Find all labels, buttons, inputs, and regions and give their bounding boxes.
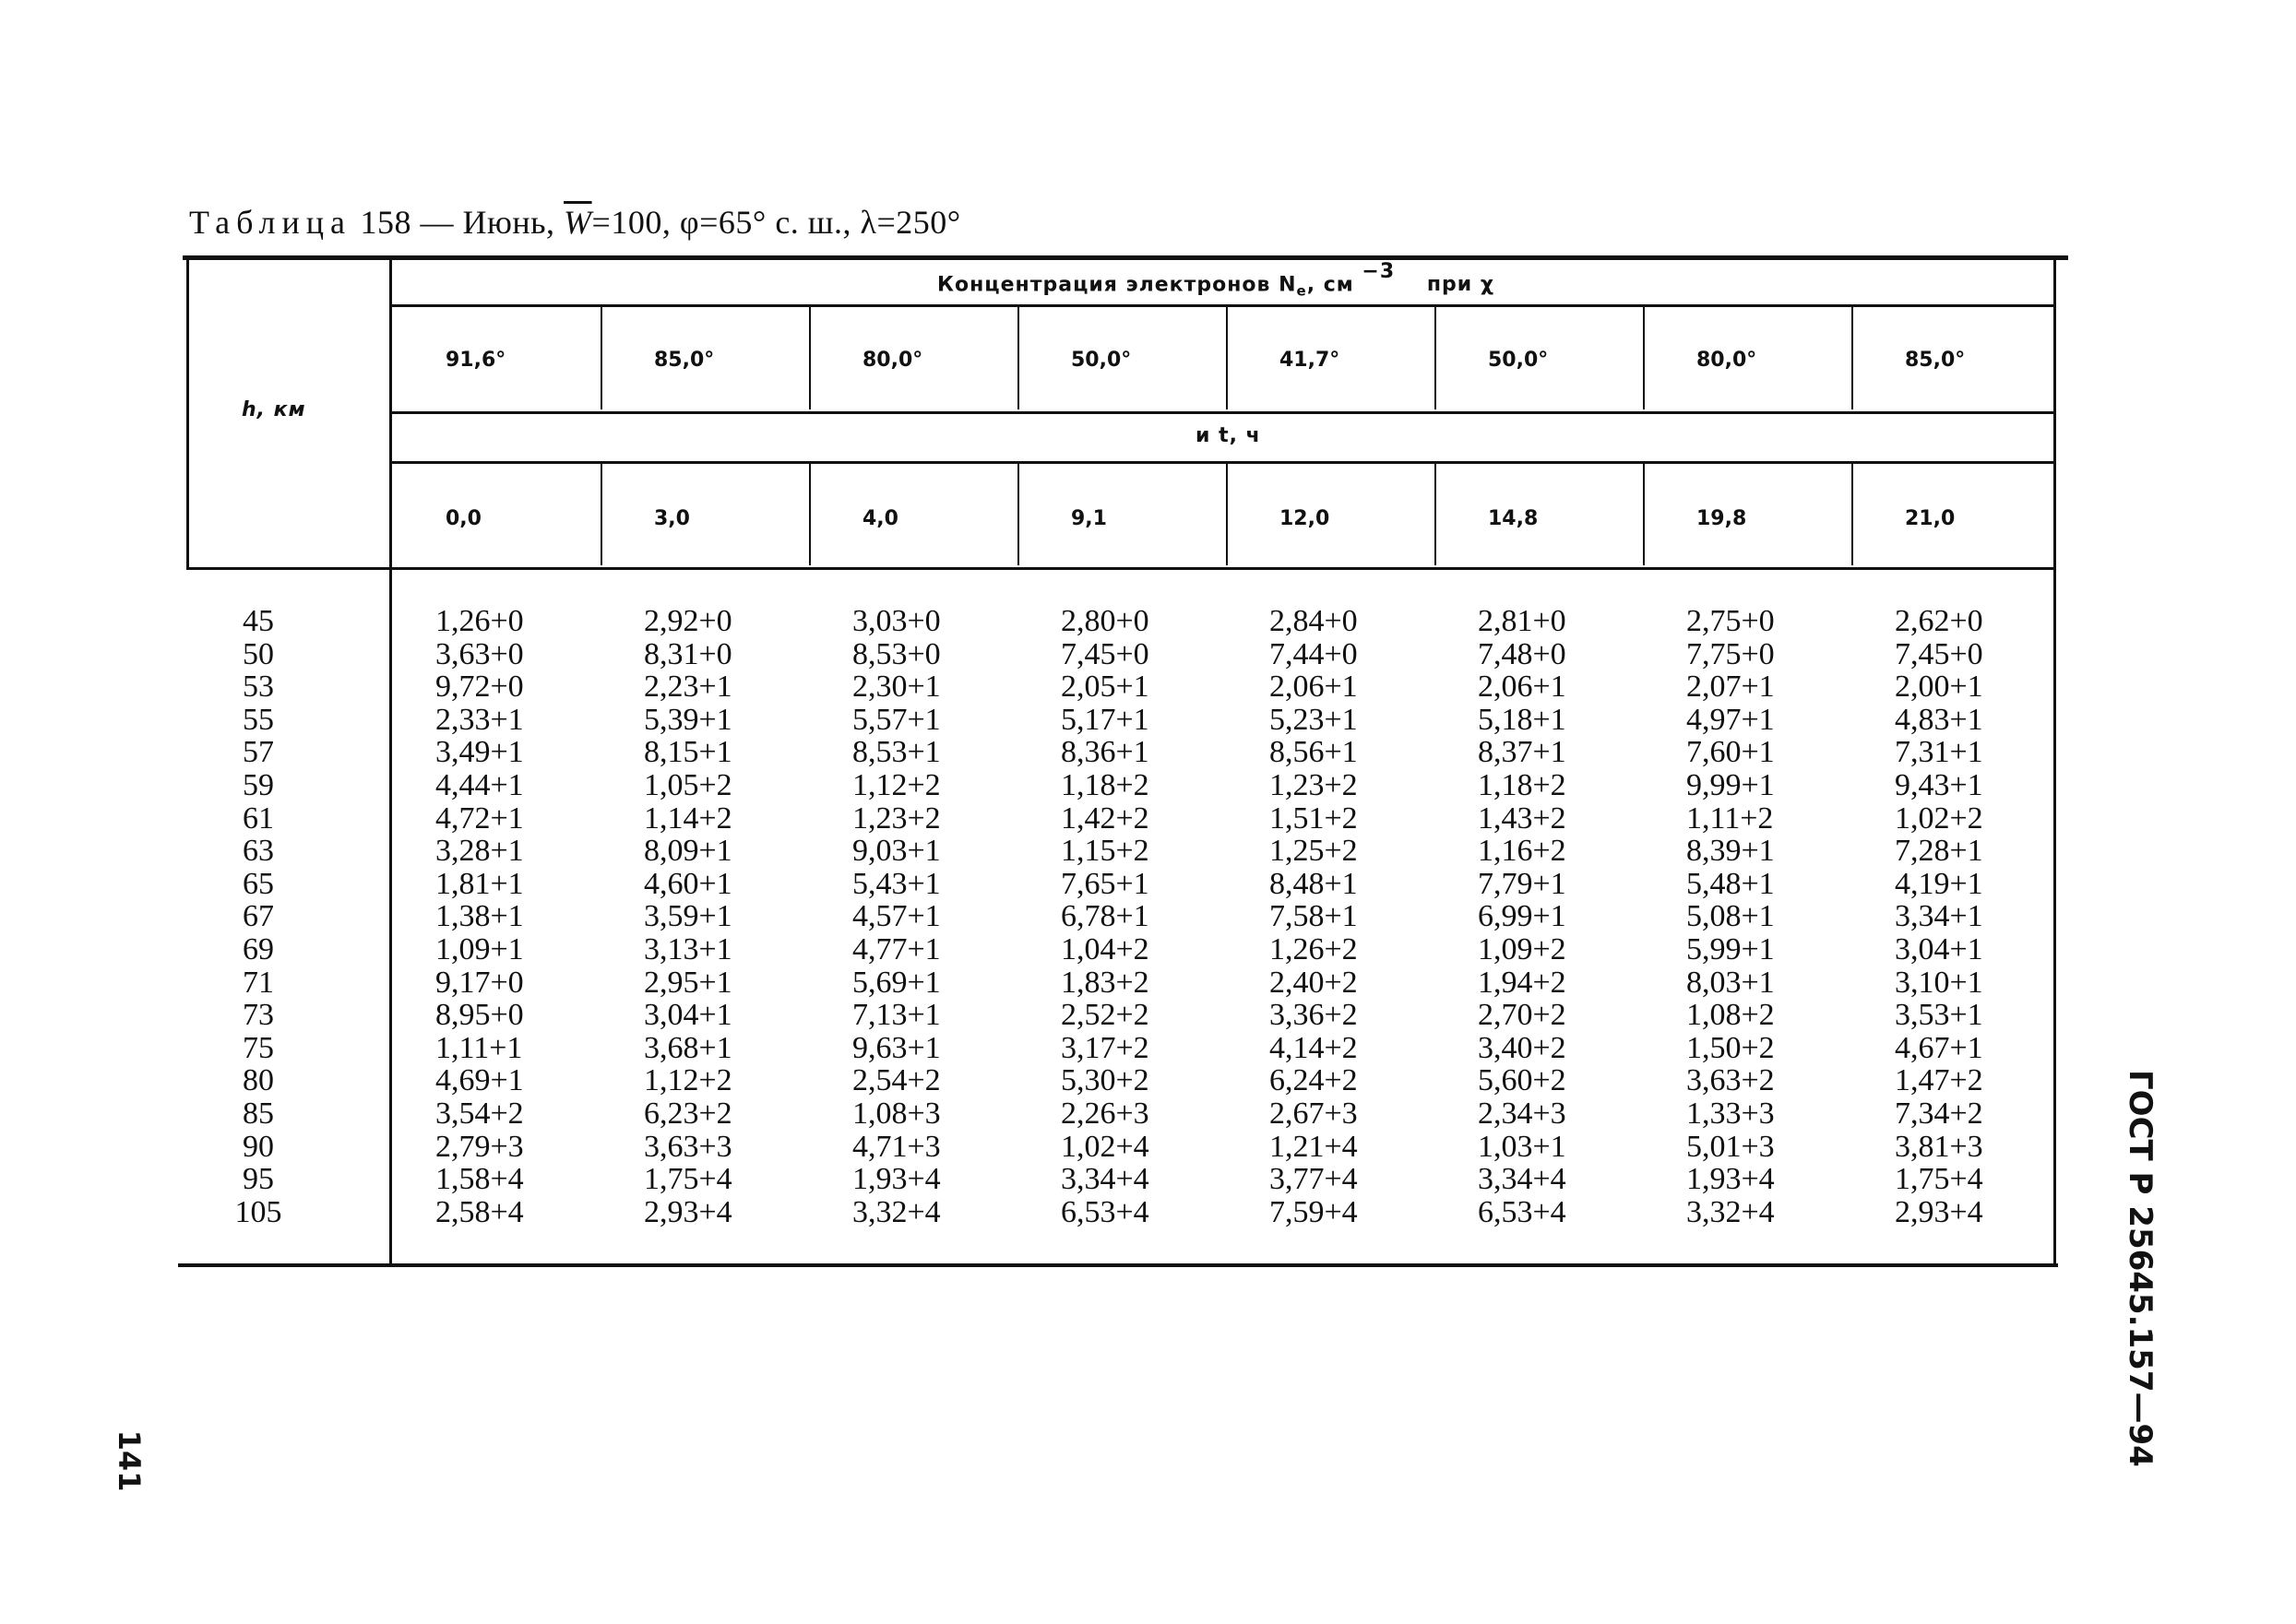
column-separator xyxy=(1017,464,1019,565)
concentration-cell: 1,38+1 xyxy=(435,899,524,934)
concentration-cell: 3,04+1 xyxy=(644,998,732,1033)
concentration-cell: 3,04+1 xyxy=(1895,932,1983,966)
concentration-cell: 8,03+1 xyxy=(1686,965,1775,1000)
concentration-cell: 5,30+2 xyxy=(1061,1063,1149,1098)
concentration-cell: 5,99+1 xyxy=(1686,932,1775,966)
column-separator xyxy=(1434,464,1436,565)
altitude-cell: 61 xyxy=(243,800,274,836)
time-value: 0,0 xyxy=(446,507,482,530)
header-rule-3 xyxy=(392,461,2054,464)
concentration-cell: 3,28+1 xyxy=(435,834,524,869)
concentration-cell: 1,47+2 xyxy=(1895,1063,1983,1098)
h-km-label: h, км xyxy=(242,398,306,421)
concentration-cell: 3,63+2 xyxy=(1686,1063,1775,1098)
concentration-cell: 1,18+2 xyxy=(1061,768,1149,802)
concentration-cell: 1,12+2 xyxy=(644,1063,732,1098)
altitude-cell: 80 xyxy=(243,1063,274,1098)
concentration-cell: 3,13+1 xyxy=(644,932,732,966)
concentration-cell: 1,81+1 xyxy=(435,866,524,901)
concentration-cell: 3,40+2 xyxy=(1478,1030,1566,1065)
concentration-cell: 8,09+1 xyxy=(644,834,732,869)
concentration-cell: 1,93+4 xyxy=(852,1162,941,1197)
concentration-cell: 1,42+2 xyxy=(1061,800,1149,836)
altitude-cell: 85 xyxy=(243,1096,274,1131)
column-separator xyxy=(1851,464,1853,565)
concentration-cell: 5,08+1 xyxy=(1686,899,1775,934)
concentration-cell: 5,57+1 xyxy=(852,702,941,737)
column-separator xyxy=(809,307,811,409)
concentration-cell: 9,43+1 xyxy=(1895,768,1983,802)
concentration-cell: 1,58+4 xyxy=(435,1162,524,1197)
concentration-cell: 2,34+3 xyxy=(1478,1096,1566,1131)
chi-value: 91,6° xyxy=(446,349,506,372)
concentration-cell: 7,60+1 xyxy=(1686,735,1775,770)
concentration-cell: 1,08+3 xyxy=(852,1096,941,1131)
concentration-cell: 4,72+1 xyxy=(435,800,524,836)
concentration-cell: 2,62+0 xyxy=(1895,604,1983,638)
standard-code: ГОСТ Р 25645.157—94 xyxy=(2122,1070,2159,1467)
concentration-cell: 2,33+1 xyxy=(435,702,524,737)
concentration-cell: 5,23+1 xyxy=(1269,702,1358,737)
altitude-cell: 73 xyxy=(243,998,274,1033)
column-separator xyxy=(1643,307,1645,409)
concentration-cell: 2,05+1 xyxy=(1061,670,1149,705)
table-left-border xyxy=(186,258,189,567)
column-separator xyxy=(1226,464,1228,565)
concentration-cell: 4,97+1 xyxy=(1686,702,1775,737)
header-bottom-rule xyxy=(186,567,2054,570)
caption-w-symbol: $\overline{W}$ xyxy=(564,204,592,241)
altitude-cell: 53 xyxy=(243,670,274,705)
caption-prefix: Таблица xyxy=(189,204,351,241)
altitude-cell: 67 xyxy=(243,899,274,934)
concentration-cell: 3,32+4 xyxy=(852,1194,941,1229)
concentration-cell: 5,01+3 xyxy=(1686,1129,1775,1164)
concentration-cell: 1,75+4 xyxy=(1895,1162,1983,1197)
concentration-cell: 1,23+2 xyxy=(852,800,941,836)
concentration-cell: 3,54+2 xyxy=(435,1096,524,1131)
caption-params: =100, φ=65° с. ш., λ=250° xyxy=(591,204,961,241)
altitude-cell: 57 xyxy=(243,735,274,770)
concentration-cell: 2,93+4 xyxy=(1895,1194,1983,1229)
concentration-cell: 4,67+1 xyxy=(1895,1030,1983,1065)
concentration-cell: 4,71+3 xyxy=(852,1129,941,1164)
concentration-cell: 3,34+1 xyxy=(1895,899,1983,934)
chi-value: 85,0° xyxy=(654,349,715,372)
time-value: 9,1 xyxy=(1071,507,1107,530)
altitude-cell: 59 xyxy=(243,768,274,802)
concentration-cell: 1,23+2 xyxy=(1269,768,1358,802)
concentration-cell: 1,18+2 xyxy=(1478,768,1566,802)
concentration-cell: 2,67+3 xyxy=(1269,1096,1358,1131)
concentration-cell: 1,75+4 xyxy=(644,1162,732,1197)
concentration-cell: 2,93+4 xyxy=(644,1194,732,1229)
concentration-cell: 2,40+2 xyxy=(1269,965,1358,1000)
concentration-cell: 2,80+0 xyxy=(1061,604,1149,638)
concentration-cell: 1,94+2 xyxy=(1478,965,1566,1000)
concentration-cell: 1,11+2 xyxy=(1686,800,1774,836)
chi-value: 50,0° xyxy=(1071,349,1132,372)
concentration-cell: 8,48+1 xyxy=(1269,866,1358,901)
concentration-cell: 5,69+1 xyxy=(852,965,941,1000)
concentration-cell: 1,26+0 xyxy=(435,604,524,638)
concentration-cell: 3,68+1 xyxy=(644,1030,732,1065)
concentration-cell: 3,03+0 xyxy=(852,604,941,638)
concentration-cell: 6,24+2 xyxy=(1269,1063,1358,1098)
time-value: 19,8 xyxy=(1696,507,1747,530)
concentration-cell: 4,60+1 xyxy=(644,866,732,901)
concentration-cell: 8,31+0 xyxy=(644,636,732,671)
time-value: 3,0 xyxy=(654,507,690,530)
concentration-cell: 5,18+1 xyxy=(1478,702,1566,737)
concentration-cell: 7,31+1 xyxy=(1895,735,1983,770)
concentration-cell: 7,13+1 xyxy=(852,998,941,1033)
altitude-cell: 105 xyxy=(234,1194,282,1229)
time-value: 14,8 xyxy=(1488,507,1539,530)
concentration-cell: 4,44+1 xyxy=(435,768,524,802)
concentration-cell: 9,72+0 xyxy=(435,670,524,705)
caption-month: — Июнь, xyxy=(410,204,565,241)
concentration-cell: 2,23+1 xyxy=(644,670,732,705)
concentration-cell: 4,83+1 xyxy=(1895,702,1983,737)
concentration-cell: 4,69+1 xyxy=(435,1063,524,1098)
concentration-cell: 2,00+1 xyxy=(1895,670,1983,705)
concentration-cell: 2,54+2 xyxy=(852,1063,941,1098)
column-separator xyxy=(601,464,602,565)
altitude-cell: 75 xyxy=(243,1030,274,1065)
concentration-cell: 5,60+2 xyxy=(1478,1063,1566,1098)
concentration-cell: 1,03+1 xyxy=(1478,1129,1566,1164)
column-separator xyxy=(809,464,811,565)
column-separator xyxy=(1017,307,1019,409)
concentration-cell: 2,79+3 xyxy=(435,1129,524,1164)
concentration-cell: 7,28+1 xyxy=(1895,834,1983,869)
concentration-cell: 6,53+4 xyxy=(1061,1194,1149,1229)
concentration-cell: 1,43+2 xyxy=(1478,800,1566,836)
page-number: 141 xyxy=(112,1429,147,1492)
concentration-cell: 9,17+0 xyxy=(435,965,524,1000)
header-rule-2 xyxy=(392,411,2054,414)
chi-value: 80,0° xyxy=(862,349,923,372)
concentration-cell: 4,19+1 xyxy=(1895,866,1983,901)
concentration-cell: 3,10+1 xyxy=(1895,965,1983,1000)
column-separator xyxy=(1434,307,1436,409)
concentration-cell: 6,23+2 xyxy=(644,1096,732,1131)
table-right-border xyxy=(2053,258,2056,1265)
concentration-cell: 1,08+2 xyxy=(1686,998,1775,1033)
concentration-cell: 1,02+2 xyxy=(1895,800,1983,836)
concentration-cell: 8,37+1 xyxy=(1478,735,1566,770)
concentration-cell: 1,93+4 xyxy=(1686,1162,1775,1197)
concentration-cell: 4,57+1 xyxy=(852,899,941,934)
concentration-cell: 6,53+4 xyxy=(1478,1194,1566,1229)
concentration-cell: 3,81+3 xyxy=(1895,1129,1983,1164)
time-value: 21,0 xyxy=(1905,507,1956,530)
chi-value: 41,7° xyxy=(1279,349,1340,372)
table-caption xyxy=(189,203,961,242)
concentration-cell: 8,56+1 xyxy=(1269,735,1358,770)
concentration-cell: 2,92+0 xyxy=(644,604,732,638)
concentration-cell: 7,79+1 xyxy=(1478,866,1566,901)
concentration-cell: 4,77+1 xyxy=(852,932,941,966)
altitude-cell: 69 xyxy=(243,932,274,966)
concentration-cell: 1,51+2 xyxy=(1269,800,1358,836)
concentration-cell: 3,32+4 xyxy=(1686,1194,1775,1229)
concentration-cell: 3,36+2 xyxy=(1269,998,1358,1033)
concentration-header: Концентрация электронов $N_e$, см $^{-3}$ при χ xyxy=(937,260,1495,300)
concentration-cell: 2,30+1 xyxy=(852,670,941,705)
header-rule-1 xyxy=(392,304,2054,307)
concentration-cell: 1,25+2 xyxy=(1269,834,1358,869)
concentration-cell: 6,99+1 xyxy=(1478,899,1566,934)
concentration-cell: 1,16+2 xyxy=(1478,834,1566,869)
concentration-cell: 1,09+1 xyxy=(435,932,524,966)
stub-divider xyxy=(389,258,392,1263)
concentration-cell: 8,39+1 xyxy=(1686,834,1775,869)
concentration-cell: 3,17+2 xyxy=(1061,1030,1149,1065)
concentration-cell: 9,63+1 xyxy=(852,1030,941,1065)
concentration-cell: 2,58+4 xyxy=(435,1194,524,1229)
concentration-cell: 7,44+0 xyxy=(1269,636,1358,671)
concentration-cell: 3,49+1 xyxy=(435,735,524,770)
column-separator xyxy=(1643,464,1645,565)
concentration-cell: 1,15+2 xyxy=(1061,834,1149,869)
concentration-cell: 8,53+0 xyxy=(852,636,941,671)
altitude-cell: 63 xyxy=(243,834,274,869)
concentration-cell: 5,43+1 xyxy=(852,866,941,901)
time-header: и t, ч xyxy=(1196,424,1261,447)
concentration-cell: 2,95+1 xyxy=(644,965,732,1000)
concentration-cell: 7,34+2 xyxy=(1895,1096,1983,1131)
concentration-cell: 1,12+2 xyxy=(852,768,941,802)
concentration-cell: 1,33+3 xyxy=(1686,1096,1775,1131)
chi-value: 50,0° xyxy=(1488,349,1549,372)
concentration-cell: 4,14+2 xyxy=(1269,1030,1358,1065)
caption-number: 158 xyxy=(360,204,411,241)
concentration-cell: 5,17+1 xyxy=(1061,702,1149,737)
concentration-cell: 3,77+4 xyxy=(1269,1162,1358,1197)
concentration-cell: 6,78+1 xyxy=(1061,899,1149,934)
concentration-cell: 3,59+1 xyxy=(644,899,732,934)
concentration-cell: 2,26+3 xyxy=(1061,1096,1149,1131)
table-top-rule xyxy=(183,255,2068,260)
altitude-cell: 55 xyxy=(243,702,274,737)
altitude-cell: 90 xyxy=(243,1129,274,1164)
concentration-cell: 2,06+1 xyxy=(1269,670,1358,705)
concentration-cell: 2,84+0 xyxy=(1269,604,1358,638)
concentration-cell: 7,65+1 xyxy=(1061,866,1149,901)
chi-value: 80,0° xyxy=(1696,349,1757,372)
concentration-cell: 1,09+2 xyxy=(1478,932,1566,966)
concentration-cell: 1,14+2 xyxy=(644,800,732,836)
concentration-cell: 5,48+1 xyxy=(1686,866,1775,901)
concentration-cell: 7,75+0 xyxy=(1686,636,1775,671)
altitude-cell: 45 xyxy=(243,604,274,638)
concentration-cell: 8,95+0 xyxy=(435,998,524,1033)
concentration-cell: 5,39+1 xyxy=(644,702,732,737)
altitude-cell: 65 xyxy=(243,866,274,901)
altitude-cell: 71 xyxy=(243,965,274,1000)
altitude-cell: 50 xyxy=(243,636,274,671)
concentration-cell: 1,11+1 xyxy=(435,1030,523,1065)
concentration-cell: 2,75+0 xyxy=(1686,604,1775,638)
concentration-cell: 3,63+0 xyxy=(435,636,524,671)
concentration-cell: 7,48+0 xyxy=(1478,636,1566,671)
concentration-cell: 3,34+4 xyxy=(1478,1162,1566,1197)
column-separator xyxy=(1226,307,1228,409)
concentration-cell: 9,99+1 xyxy=(1686,768,1775,802)
column-separator xyxy=(1851,307,1853,409)
concentration-cell: 7,45+0 xyxy=(1895,636,1983,671)
concentration-cell: 1,02+4 xyxy=(1061,1129,1149,1164)
altitude-cell: 95 xyxy=(243,1162,274,1197)
concentration-cell: 8,36+1 xyxy=(1061,735,1149,770)
table-bottom-rule xyxy=(178,1263,2058,1267)
time-value: 12,0 xyxy=(1279,507,1330,530)
concentration-cell: 1,83+2 xyxy=(1061,965,1149,1000)
concentration-cell: 1,05+2 xyxy=(644,768,732,802)
concentration-cell: 1,21+4 xyxy=(1269,1129,1358,1164)
concentration-cell: 1,04+2 xyxy=(1061,932,1149,966)
concentration-cell: 7,45+0 xyxy=(1061,636,1149,671)
time-value: 4,0 xyxy=(862,507,898,530)
concentration-cell: 3,34+4 xyxy=(1061,1162,1149,1197)
concentration-cell: 2,52+2 xyxy=(1061,998,1149,1033)
concentration-cell: 2,81+0 xyxy=(1478,604,1566,638)
concentration-cell: 2,70+2 xyxy=(1478,998,1566,1033)
concentration-cell: 9,03+1 xyxy=(852,834,941,869)
concentration-cell: 8,15+1 xyxy=(644,735,732,770)
concentration-cell: 7,59+4 xyxy=(1269,1194,1358,1229)
concentration-cell: 3,63+3 xyxy=(644,1129,732,1164)
concentration-cell: 3,53+1 xyxy=(1895,998,1983,1033)
concentration-cell: 2,07+1 xyxy=(1686,670,1775,705)
concentration-cell: 7,58+1 xyxy=(1269,899,1358,934)
concentration-cell: 1,50+2 xyxy=(1686,1030,1775,1065)
concentration-cell: 1,26+2 xyxy=(1269,932,1358,966)
concentration-cell: 8,53+1 xyxy=(852,735,941,770)
column-separator xyxy=(601,307,602,409)
concentration-cell: 2,06+1 xyxy=(1478,670,1566,705)
chi-value: 85,0° xyxy=(1905,349,1966,372)
